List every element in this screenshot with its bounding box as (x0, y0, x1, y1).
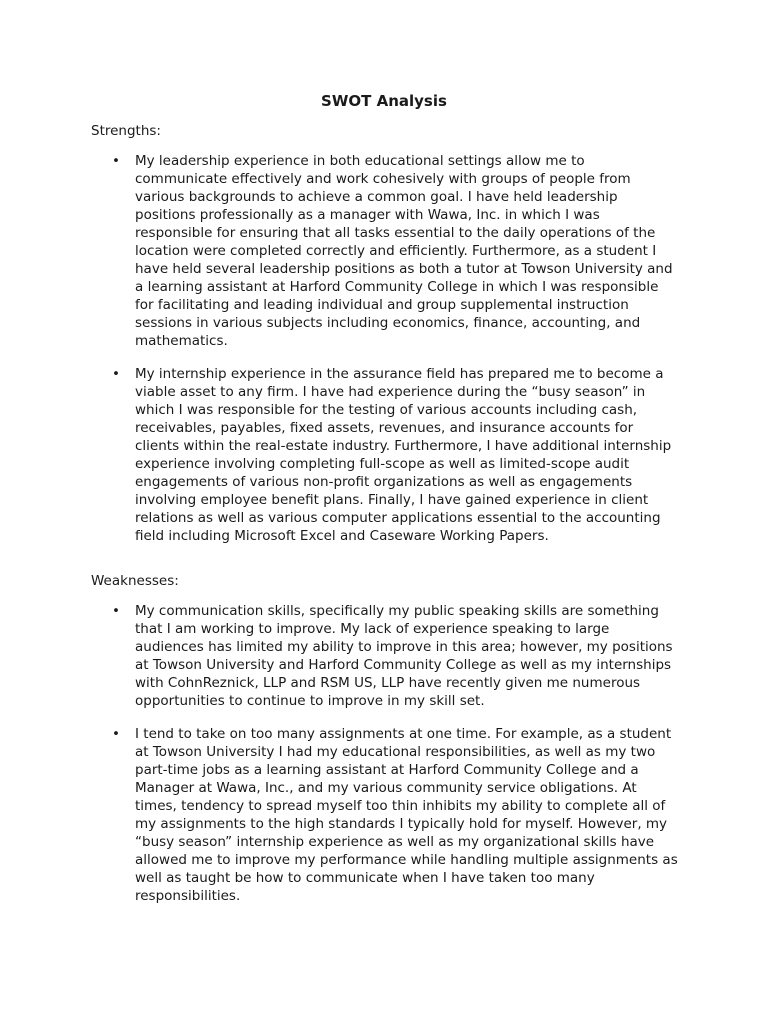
list-item (0, 725, 768, 905)
bullet-icon: • (112, 726, 120, 742)
list-item (0, 152, 768, 350)
bullet-text: I tend to take on too many assignments at one time. For example, as a student at Towson University I had my educational responsibilities, as well as my two part-time jobs as a learning assistant at Harford Community College and a Manager at Wawa, Inc., and my various community service obligations. At times, tendency to spread myself too thin inhibits my ability to complete all of my assignments to the high standards I typically hold for myself. However, my “busy season” internship experience as well as my organizational skills have allowed me to improve my performance while handling multiple assignments as well as taught be how to communicate when I have taken too many responsibilities. (135, 726, 678, 904)
section-heading-strengths: Strengths: (91, 123, 161, 139)
list-item (0, 602, 768, 710)
section-heading-weaknesses: Weaknesses: (91, 573, 179, 589)
strengths-list (0, 152, 768, 560)
bullet-text: My internship experience in the assurance field has prepared me to become a viable asset to any firm. I have had experience during the “busy season” in which I was responsible for the testing of various accounts including cash, receivables, payables, fixed assets, revenues, and insurance accounts for clients within the real-estate industry. Furthermore, I have additional internship experience involving completing full-scope as well as limited-scope audit engagements of various non-profit organizations as well as engagements involving employee benefit plans. Finally, I have gained experience in client relations as well as various computer applications essential to the accounting field including Microsoft Excel and Caseware Working Papers. (135, 366, 672, 544)
bullet-icon: • (112, 153, 120, 169)
bullet-text: My leadership experience in both educational settings allow me to communicate effectively and work cohesively with groups of people from various backgrounds to achieve a common goal. I have held leadership positions professionally as a manager with Wawa, Inc. in which I was responsible for ensuring that all tasks essential to the daily operations of the location were completed correctly and efficiently. Furthermore, as a student I have held several leadership positions as both a tutor at Towson University and a learning assistant at Harford Community College in which I was responsible for facilitating and leading individual and group supplemental instruction sessions in various subjects including economics, finance, accounting, and mathematics. (135, 153, 673, 349)
bullet-icon: • (112, 603, 120, 619)
list-item (0, 365, 768, 545)
bullet-icon: • (112, 366, 120, 382)
page-title: SWOT Analysis (321, 92, 447, 110)
bullet-text: My communication skills, specifically my public speaking skills are something that I am working to improve. My lack of experience speaking to large audiences has limited my ability to improve in this area; however, my positions at Towson University and Harford Community College as well as my internships with CohnReznick, LLP and RSM US, LLP have recently given me numerous opportunities to continue to improve in my skill set. (135, 603, 673, 709)
weaknesses-list (0, 602, 768, 920)
